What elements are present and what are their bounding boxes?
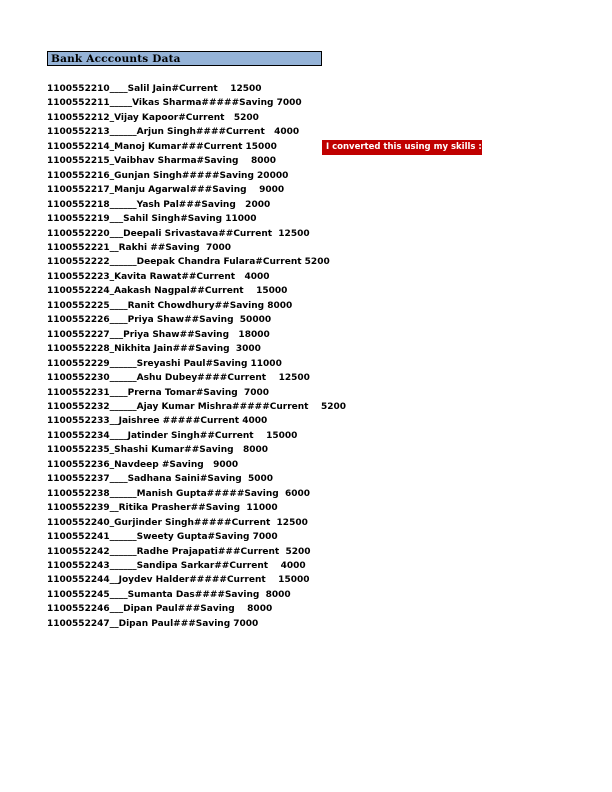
account-row: 1100552236_Navdeep #Saving 9000 — [47, 459, 239, 470]
account-row: 1100552229______Sreyashi Paul#Saving 11000 — [47, 358, 282, 369]
account-list — [47, 82, 387, 631]
account-row: 1100552230______Ashu Dubey####Current 12500 — [47, 373, 310, 384]
account-row: 1100552213______Arjun Singh####Current 4000 — [47, 127, 300, 138]
account-row: 1100552225____Ranit Chowdhury##Saving 8000 — [47, 300, 293, 311]
account-row: 1100552217_Manju Agarwal###Saving 9000 — [47, 185, 285, 196]
account-row: 1100552218______Yash Pal###Saving 2000 — [47, 199, 271, 210]
account-row: 1100552243______Sandipa Sarkar##Current 4000 — [47, 560, 306, 571]
account-row: 1100552245____Sumanta Das####Saving 8000 — [47, 589, 291, 600]
account-row: 1100552234____Jatinder Singh##Current 15000 — [47, 430, 298, 441]
account-row: 1100552219___Sahil Singh#Saving 11000 — [47, 214, 257, 225]
account-row: 1100552216_Gunjan Singh#####Saving 20000 — [47, 170, 289, 181]
account-row: 1100552226____Priya Shaw##Saving 50000 — [47, 315, 272, 326]
account-row: 1100552223_Kavita Rawat##Current 4000 — [47, 271, 270, 282]
account-row: 1100552221__Rakhi ##Saving 7000 — [47, 242, 231, 253]
conversion-banner — [322, 140, 486, 155]
page-title: Bank Acccounts Data — [51, 52, 181, 65]
account-row: 1100552231____Prerna Tomar#Saving 7000 — [47, 387, 270, 398]
account-row: 1100552246___Dipan Paul###Saving 8000 — [47, 604, 273, 615]
account-row: 1100552235_Shashi Kumar##Saving 8000 — [47, 445, 269, 456]
account-row: 1100552220___Deepali Srivastava##Current 12500 — [47, 228, 310, 239]
account-row: 1100552238______Manish Gupta#####Saving 6000 — [47, 488, 311, 499]
account-row: 1100552241______Sweety Gupta#Saving 7000 — [47, 532, 278, 543]
account-row: 1100552247__Dipan Paul###Saving 7000 — [47, 618, 259, 629]
account-row: 1100552237____Sadhana Saini#Saving 5000 — [47, 474, 274, 485]
account-row: 1100552222______Deepak Chandra Fulara#Current 5200 — [47, 257, 330, 268]
account-row: 1100552214_Manoj Kumar###Current 15000 — [47, 141, 277, 152]
account-row: 1100552210____Salil Jain#Current 12500 — [47, 84, 262, 94]
account-row: 1100552211_____Vikas Sharma#####Saving 7000 — [47, 98, 302, 109]
account-row: 1100552232______Ajay Kumar Mishra#####Current 5200 — [47, 401, 347, 412]
title-bar — [47, 51, 322, 66]
account-row: 1100552228_Nikhita Jain###Saving 3000 — [47, 344, 261, 355]
account-row: 1100552215_Vaibhav Sharma#Saving 8000 — [47, 156, 277, 167]
account-row: 1100552240_Gurjinder Singh#####Current 12500 — [47, 517, 308, 528]
account-row: 1100552242______Radhe Prajapati###Current 5200 — [47, 546, 311, 557]
account-row: 1100552224_Aakash Nagpal##Current 15000 — [47, 286, 288, 297]
account-row: 1100552239__Ritika Prasher##Saving 11000 — [47, 503, 278, 514]
conversion-banner-text: I converted this using my skills :) — [326, 142, 486, 153]
account-row: 1100552212_Vijay Kapoor#Current 5200 — [47, 112, 259, 123]
account-row: 1100552244__Joydev Halder#####Current 15000 — [47, 575, 310, 586]
account-row: 1100552227___Priya Shaw##Saving 18000 — [47, 329, 270, 340]
account-row: 1100552233__Jaishree #####Current 4000 — [47, 416, 268, 427]
